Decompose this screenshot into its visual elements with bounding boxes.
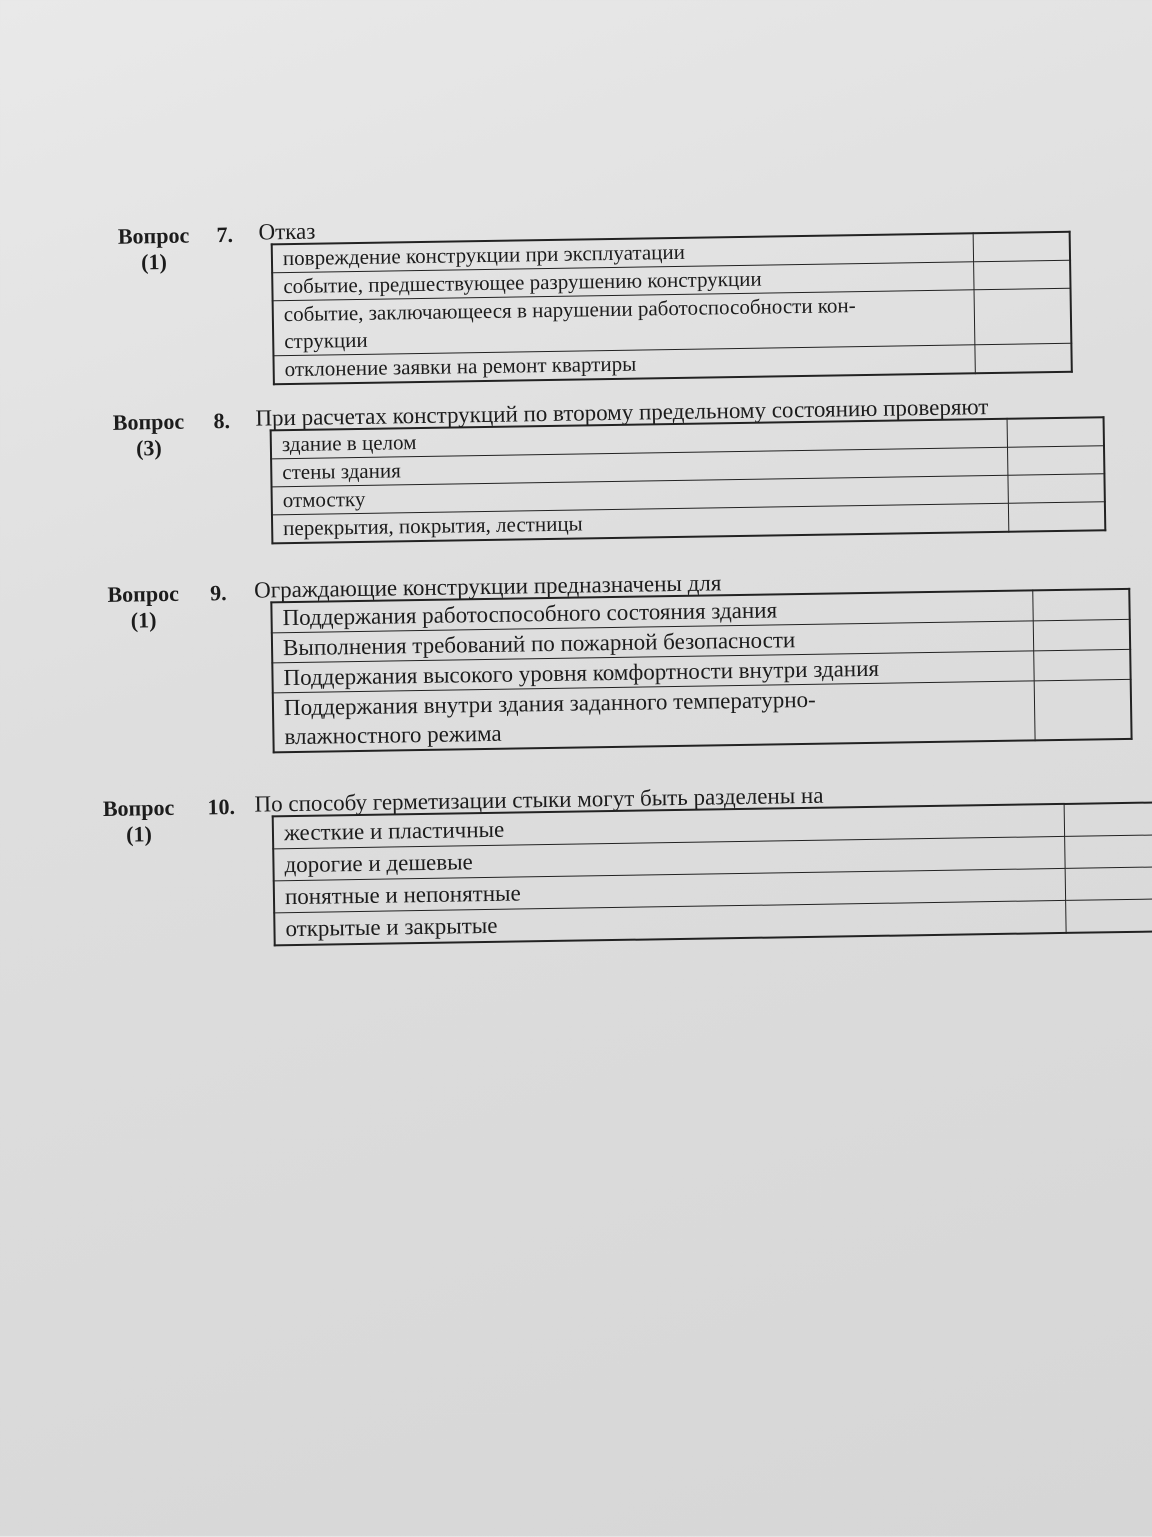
question-text: При расчетах конструкций по второму предельному состоянию проверяют: [255, 394, 989, 431]
option-text: стены здания: [271, 447, 1008, 487]
question-label: [103, 409, 194, 462]
answer-cell[interactable]: [1007, 446, 1104, 476]
question-number: 10.: [207, 793, 236, 820]
answer-cell[interactable]: [1034, 679, 1131, 740]
option-text: Выполнения требований по пожарной безопасности: [272, 621, 1034, 663]
option-text: повреждение конструкции при эксплуатации: [272, 233, 974, 273]
option-row: [273, 679, 1132, 752]
option-text: Поддержания внутри здания заданного температурно- влажностного режима: [273, 681, 1035, 752]
answer-cell[interactable]: [1033, 589, 1130, 621]
question-label: [108, 222, 199, 275]
option-text: здание в целом: [271, 419, 1008, 459]
question-text: По способу герметизации стыки могут быть разделены на: [254, 782, 824, 817]
option-text: событие, заключающееся в нарушении работоспособности кон- струкции: [273, 290, 975, 356]
answer-cell[interactable]: [1064, 802, 1152, 836]
question-points: (1): [130, 607, 157, 633]
option-text: открытые и закрытые: [274, 900, 1066, 945]
answer-cell[interactable]: [1066, 899, 1152, 933]
question-points: (3): [135, 435, 162, 461]
option-text: отклонение заявки на ремонт квартиры: [273, 345, 975, 385]
answer-cell[interactable]: [1008, 474, 1105, 504]
question-word: Вопрос: [107, 580, 180, 607]
options-table: [271, 231, 1073, 386]
answer-cell[interactable]: [1034, 649, 1131, 681]
option-text: событие, предшествующее разрушению конструкции: [272, 262, 974, 301]
option-text: жесткие и пластичные: [273, 804, 1065, 849]
question-number: 8.: [213, 407, 231, 434]
question-label: [93, 795, 184, 848]
answer-cell[interactable]: [974, 288, 1071, 345]
answer-cell[interactable]: [974, 260, 1071, 290]
question-number: 9.: [209, 580, 227, 606]
option-text: дорогие и дешевые: [273, 836, 1065, 880]
question-number: 7.: [216, 221, 234, 248]
answer-cell[interactable]: [1007, 417, 1104, 447]
answer-cell[interactable]: [973, 232, 1070, 262]
option-text: Поддержания высокого уровня комфортности внутри здания: [272, 651, 1034, 693]
question-word: Вопрос: [112, 408, 185, 435]
question-points: (1): [140, 248, 167, 275]
question-points: (1): [125, 821, 152, 847]
answer-cell[interactable]: [1008, 502, 1105, 532]
question-text: Ограждающие конструкции предназначены для: [253, 570, 722, 603]
option-text: Поддержания работоспособного состояния здания: [271, 590, 1033, 632]
question-label: [98, 581, 189, 634]
options-table: [270, 416, 1107, 544]
options-table: [272, 801, 1152, 946]
answer-cell[interactable]: [975, 343, 1072, 373]
question-word: Вопрос: [117, 222, 190, 249]
answer-cell[interactable]: [1033, 619, 1130, 651]
option-text: перекрытия, покрытия, лестницы: [272, 503, 1009, 543]
option-text: понятные и непонятные: [274, 868, 1066, 912]
question-text: Отказ: [258, 218, 316, 245]
option-text: отмостку: [272, 475, 1009, 515]
options-table: [270, 588, 1132, 753]
answer-cell[interactable]: [1065, 835, 1152, 869]
question-word: Вопрос: [102, 794, 175, 822]
answer-cell[interactable]: [1065, 867, 1152, 901]
